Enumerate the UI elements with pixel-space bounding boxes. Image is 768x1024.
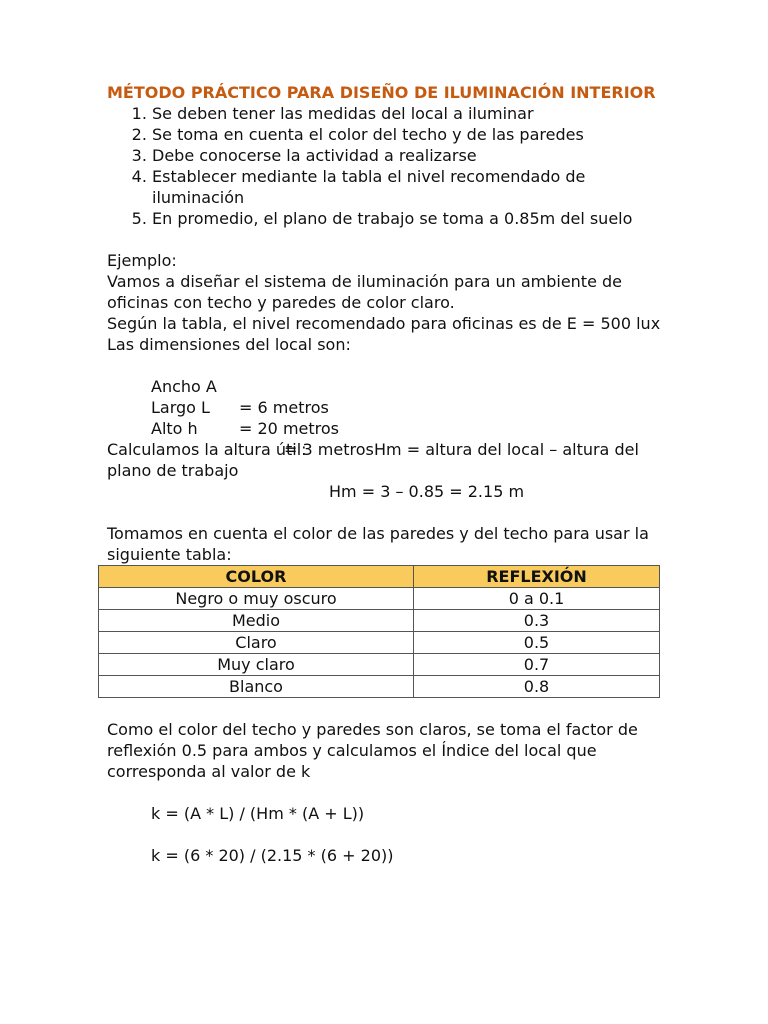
example-heading: Ejemplo: (107, 251, 177, 270)
table-cell-color: Muy claro (99, 654, 414, 676)
table-cell-reflection: 0.8 (414, 676, 660, 698)
table-row (99, 676, 660, 698)
example-paragraph: Según la tabla, el nivel recomendado para oficinas es de E = 500 lux (107, 314, 661, 333)
spacer (107, 824, 667, 845)
conclusion-paragraph: Como el color del techo y paredes son claros, se toma el factor de reflexión 0.5 para ambos y calculamos el Índice del local que corresponda al valor de k (107, 720, 638, 781)
step-item: 3. Debe conocerse la actividad a realizarse (152, 145, 667, 166)
spacer (107, 502, 667, 523)
step-item: 1. Se deben tener las medidas del local a iluminar (152, 103, 667, 124)
document-page (107, 82, 667, 866)
dimension-value: = 3 metros (284, 440, 374, 459)
step-item: 5. En promedio, el plano de trabajo se toma a 0.85m del suelo (152, 208, 667, 229)
spacer (107, 229, 667, 250)
height-calc-result: Hm = 3 – 0.85 = 2.15 m (329, 482, 525, 501)
table-cell-reflection: 0.7 (414, 654, 660, 676)
table-header-row (99, 566, 660, 588)
dimension-label: Largo L (151, 398, 210, 417)
table-cell-reflection: 0.3 (414, 610, 660, 632)
height-calc-formula: Hm = altura del local – altura del (374, 440, 639, 459)
steps-list (107, 103, 667, 229)
spacer (107, 698, 667, 719)
dimensions-intro: Las dimensiones del local son: (107, 335, 351, 354)
formula-line: k = (6 * 20) / (2.15 * (6 + 20)) (151, 846, 394, 865)
document-title: MÉTODO PRÁCTICO PARA DISEÑO DE ILUMINACIÓN INTERIOR (107, 83, 656, 102)
dimension-value: = 20 metros (239, 419, 339, 438)
formula-line: k = (A * L) / (Hm * (A + L)) (151, 804, 365, 823)
table-row (99, 610, 660, 632)
step-item: 4. Establecer mediante la tabla el nivel recomendado de iluminación (152, 166, 667, 208)
table-header-color: COLOR (99, 566, 414, 588)
table-cell-color: Medio (99, 610, 414, 632)
spacer (107, 782, 667, 803)
table-row (99, 632, 660, 654)
height-calc-result-row (107, 481, 667, 502)
table-intro: Tomamos en cuenta el color de las paredes y del techo para usar la siguiente tabla: (107, 524, 649, 564)
step-item: 2. Se toma en cuenta el color del techo y de las paredes (152, 124, 667, 145)
table-row (99, 588, 660, 610)
table-row (99, 654, 660, 676)
dimension-label: Alto h (151, 419, 198, 438)
table-cell-color: Negro o muy oscuro (99, 588, 414, 610)
table-header-reflection: REFLEXIÓN (414, 566, 660, 588)
reflection-table (98, 565, 660, 698)
dimension-value: = 6 metros (239, 398, 329, 417)
example-paragraph: Vamos a diseñar el sistema de iluminación para un ambiente de oficinas con techo y paredes de color claro. (107, 272, 622, 312)
table-cell-color: Claro (99, 632, 414, 654)
height-calc-row (107, 439, 667, 460)
table-cell-reflection: 0 a 0.1 (414, 588, 660, 610)
table-cell-reflection: 0.5 (414, 632, 660, 654)
height-calc-label: Calculamos la altura útil: (107, 440, 307, 459)
table-cell-color: Blanco (99, 676, 414, 698)
height-calc-continuation: plano de trabajo (107, 461, 239, 480)
dimension-label: Ancho A (151, 377, 217, 396)
